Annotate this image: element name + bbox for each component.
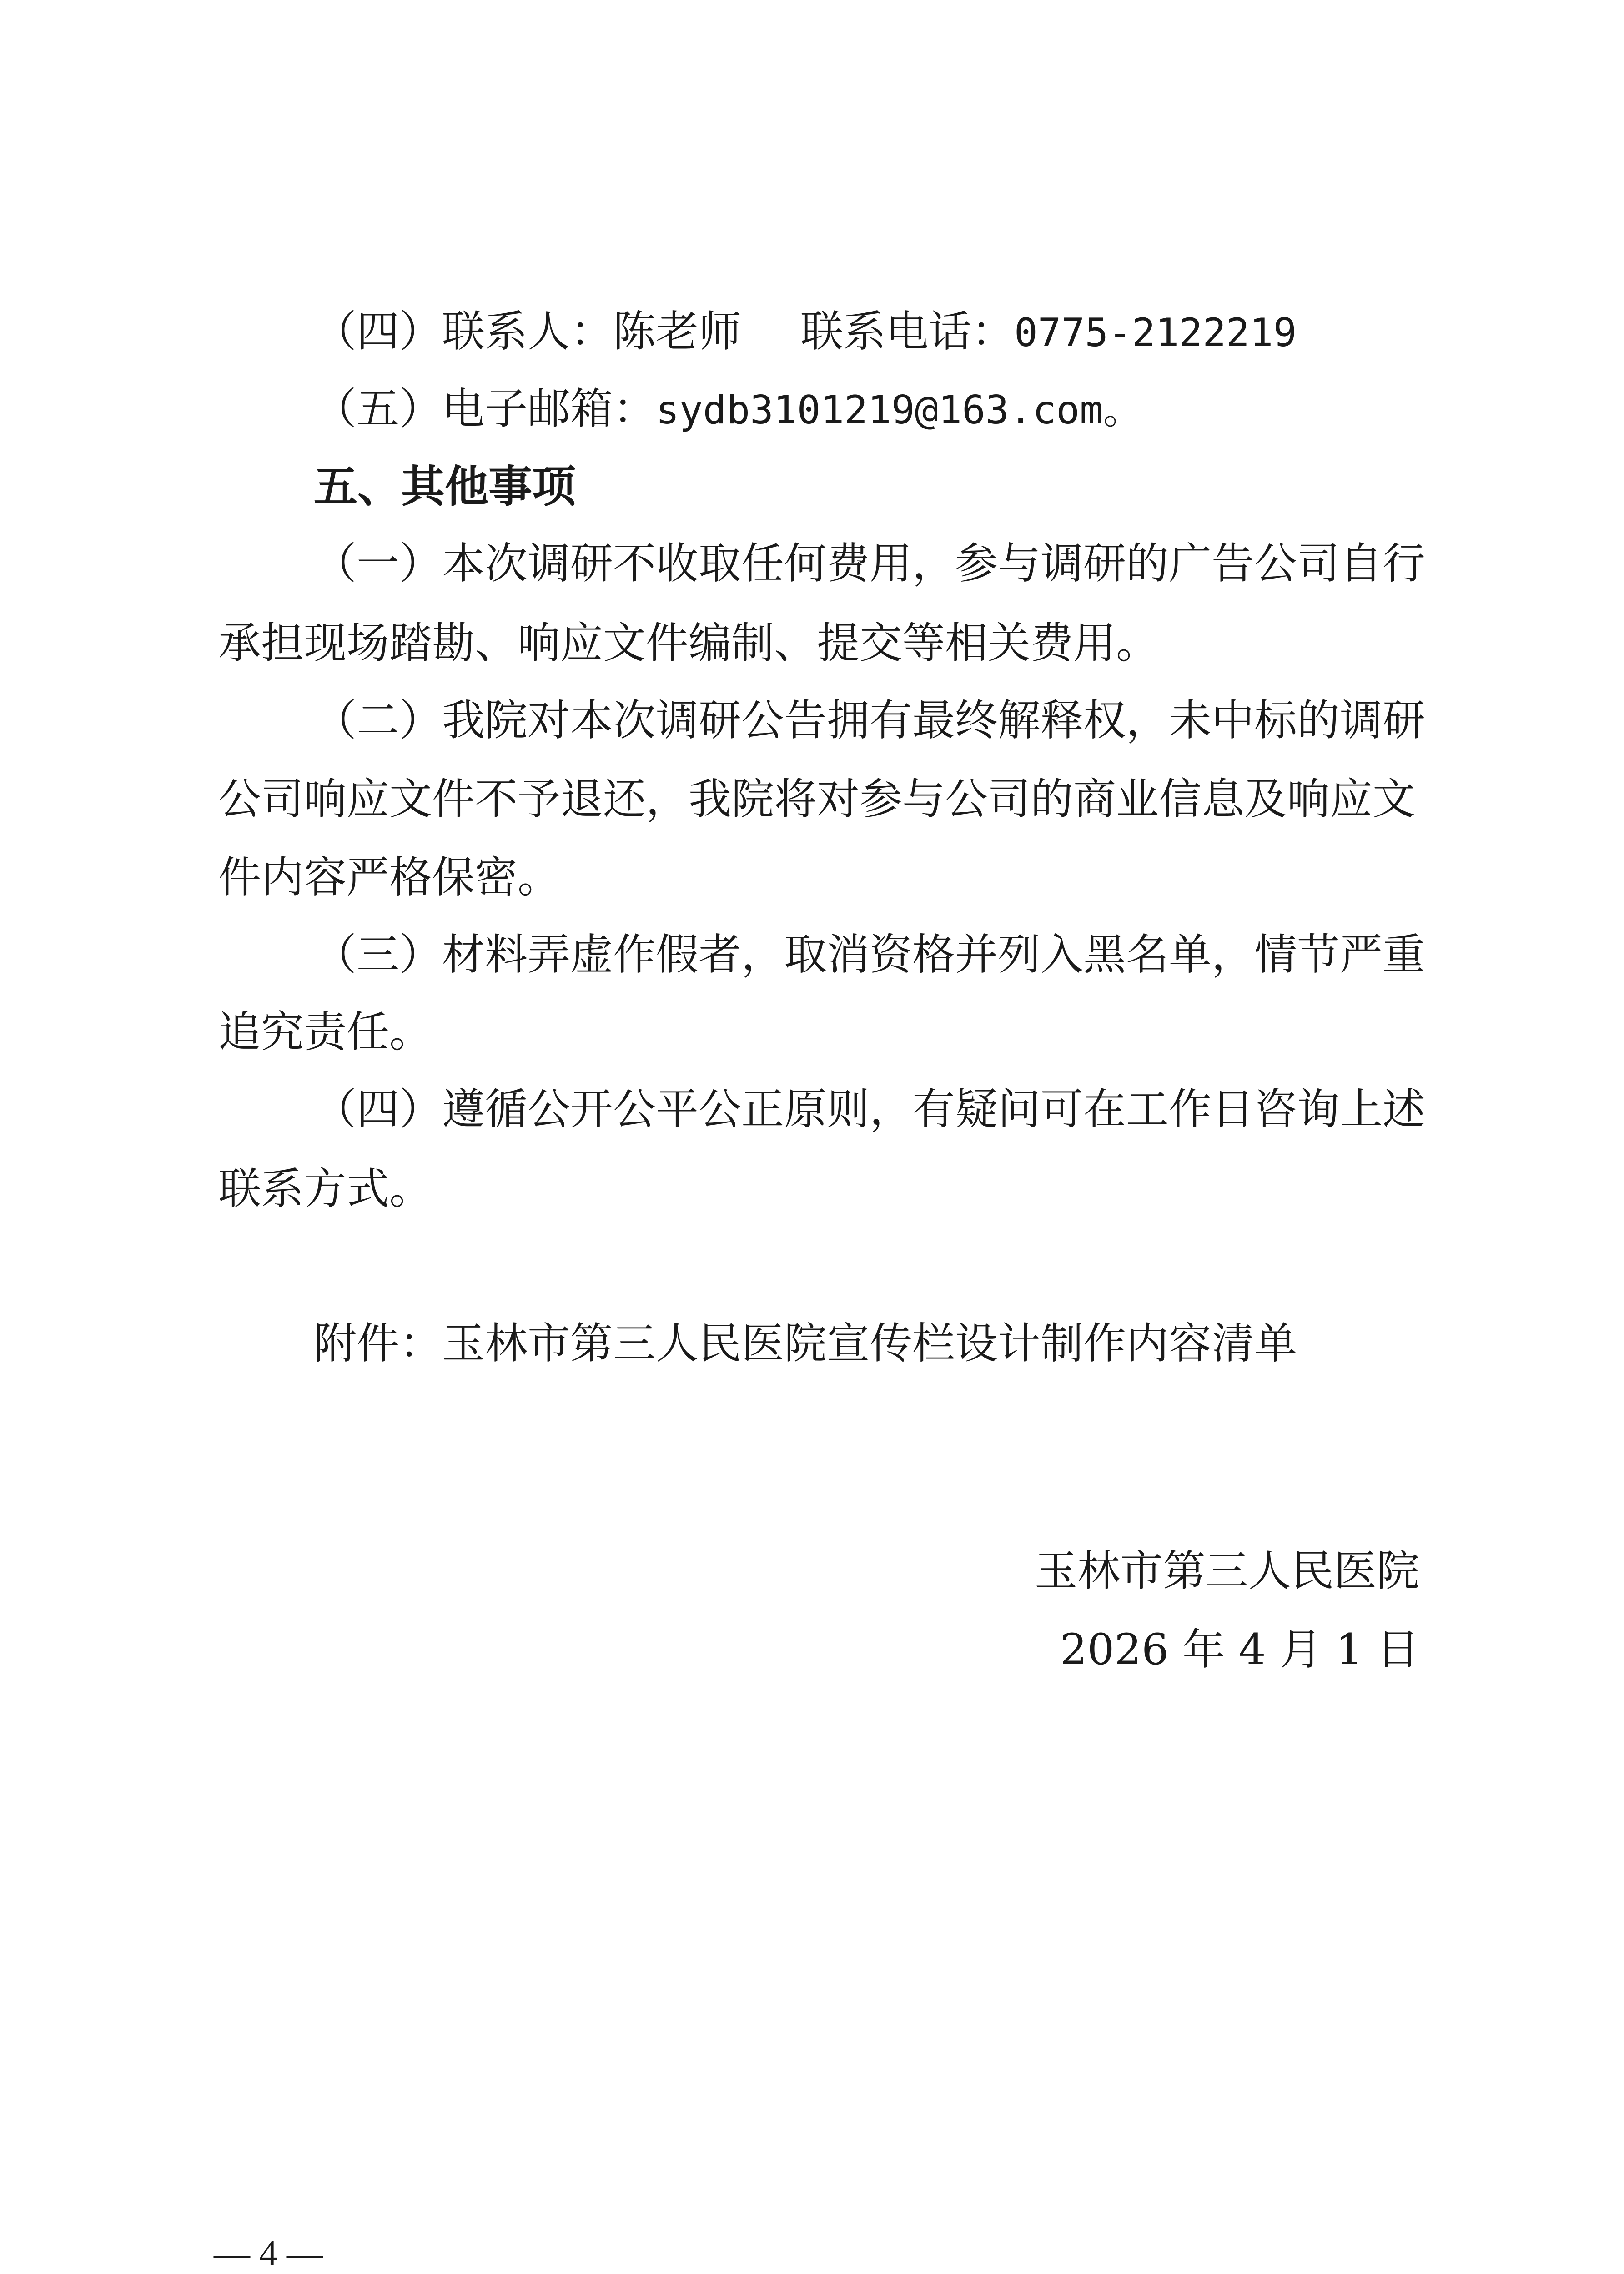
item-4-line-1: （四）遵循公开公平公正原则，有疑问可在工作日咨询上述 [314,1085,1426,1134]
signature-date: 2026 年 4 月 1 日 [1060,1625,1419,1675]
item-1-line-2: 承担现场踏勘、响应文件编制、提交等相关费用。 [218,619,1159,668]
item-2-line-1: （二）我院对本次调研公告拥有最终解释权，未中标的调研 [314,696,1426,745]
phone-number: 0775-2122219 [1014,310,1297,356]
phone-label: 联系电话： [800,307,1015,357]
item-4-line-2: 联系方式。 [218,1164,432,1214]
contact-person: （四）联系人：陈老师 [314,307,742,357]
signature-org: 玉林市第三人民医院 [1034,1546,1419,1596]
email-line [314,382,1142,438]
item-2-line-2: 公司响应文件不予退还，我院将对参与公司的商业信息及响应文 [218,775,1416,824]
email-label: （五）电子邮箱： [314,384,656,434]
attachment-line: 附件：玉林市第三人民医院宣传栏设计制作内容清单 [314,1319,1297,1368]
section-heading: 五、其他事项 [314,461,576,512]
item-2-line-3: 件内容严格保密。 [218,853,561,902]
item-3-line-2: 追究责任。 [218,1007,432,1057]
item-1-line-1: （一）本次调研不收取任何费用，参与调研的广告公司自行 [314,539,1426,589]
page-number: — 4 — [214,2234,323,2274]
email-address: sydb3101219@163.com。 [656,387,1142,433]
item-3-line-1: （三）材料弄虚作假者，取消资格并列入黑名单，情节严重 [314,930,1426,980]
contact-person-line [314,305,1297,360]
